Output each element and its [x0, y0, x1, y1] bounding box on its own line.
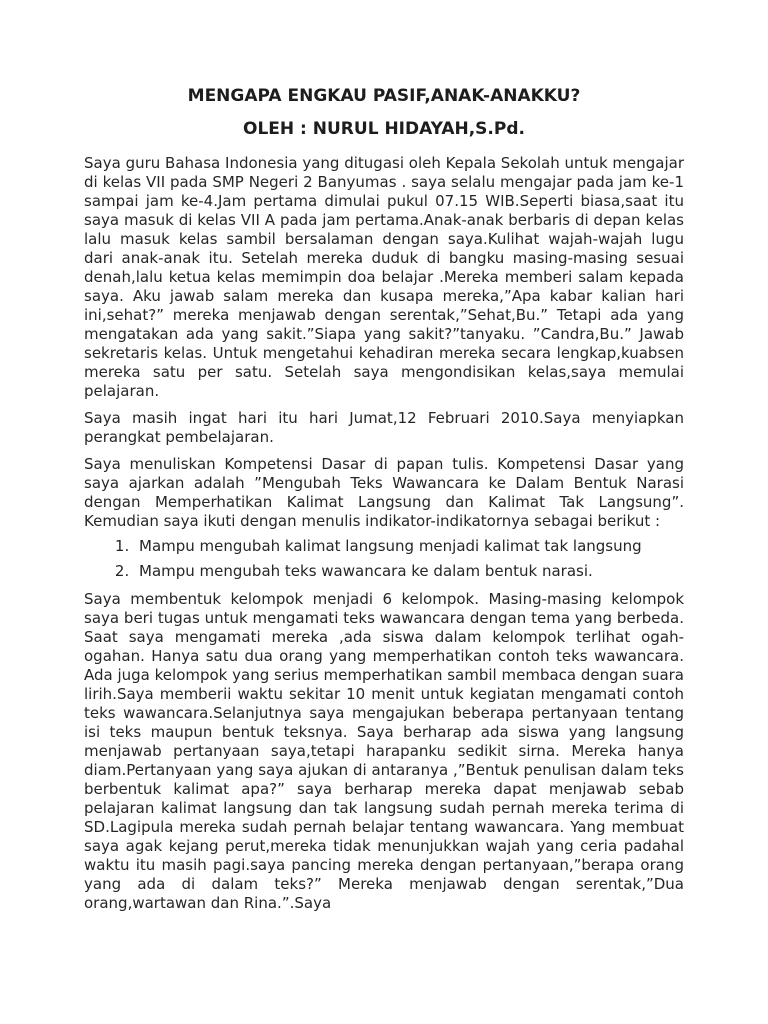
paragraph-intro: Saya guru Bahasa Indonesia yang ditugasi oleh Kepala Sekolah untuk mengajar di kelas VII pada SMP Negeri 2 Banyumas . saya selalu mengajar pada jam ke-1 sampai jam ke-4.Jam pertama dimulai pukul 07.15 WIB.Seperti biasa,saat itu saya masuk di kelas VII A pada jam pertama.Anak-anak berbaris di depan kelas lalu masuk kelas sambil bersalaman dengan saya.Kulihat wajah-wajah lugu dari anak-anak itu. Setelah mereka duduk di bangku masing-masing sesuai denah,lalu ketua kelas memimpin doa belajar .Mereka memberi salam kepada saya. Aku jawab salam mereka dan kusapa mereka,”Apa kabar kalian hari ini,sehat?” mereka menjawab dengan serentak,”Sehat,Bu.” Tetapi ada yang mengatakan ada yang sakit.”Siapa yang sakit?”tanyaku. ”Candra,Bu.” Jawab sekretaris kelas. Untuk mengetahui kehadiran mereka secara lengkap,kuabsen mereka satu per satu. Setelah saya mengondisikan kelas,saya memulai pelajaran.: [84, 154, 684, 400]
indicator-item-2: 2. Mampu mengubah teks wawancara ke dalam bentuk narasi.: [134, 562, 684, 581]
indicator-list: [84, 537, 684, 581]
paragraph-kompetensi: Saya menuliskan Kompetensi Dasar di papan tulis. Kompetensi Dasar yang saya ajarkan adalah ”Mengubah Teks Wawancara ke Dalam Bentuk Narasi dengan Memperhatikan Kalimat Langsung dan Kalimat Tak Langsung”. Kemudian saya ikuti dengan menulis indikator-indikatornya sebagai berikut :: [84, 455, 684, 530]
document-byline: OLEH : NURUL HIDAYAH,S.Pd.: [243, 119, 525, 139]
document-title: MENGAPA ENGKAU PASIF,ANAK-ANAKKU?: [187, 86, 581, 106]
indicator-item-1: 1. Mampu mengubah kalimat langsung menjadi kalimat tak langsung: [134, 537, 684, 556]
paragraph-closing: Saya membentuk kelompok menjadi 6 kelompok. Masing-masing kelompok saya beri tugas untuk mengamati teks wawancara dengan tema yang berbeda. Saat saya mengamati mereka ,ada siswa dalam kelompok terlihat ogah-ogahan. Hanya satu dua orang yang memperhatikan contoh teks wawancara. Ada juga kelompok yang serius memperhatikan sambil membaca dengan suara lirih.Saya memberii waktu sekitar 10 menit untuk kegiatan mengamati contoh teks wawancara.Selanjutnya saya mengajukan beberapa pertanyaan tentang isi teks maupun bentuk teksnya. Saya berharap ada siswa yang langsung menjawab pertanyaan saya,tetapi harapanku sedikit sirna. Mereka hanya diam.Pertanyaan yang saya ajukan di antaranya ,”Bentuk penulisan dalam teks berbentuk kalimat apa?” saya berharap mereka dapat menjawab sebab pelajaran kalimat langsung dan tak langsung sudah pernah mereka terima di SD.Lagipula mereka sudah pernah belajar tentang wawancara. Yang membuat saya agak kejang perut,mereka tidak menunjukkan wajah yang ceria padahal waktu itu masih pagi.saya pancing mereka dengan pertanyaan,”berapa orang yang ada di dalam teks?” Mereka menjawab dengan serentak,”Dua orang,wartawan dan Rina.”.Saya: [84, 590, 684, 912]
paragraph-date: Saya masih ingat hari itu hari Jumat,12 Februari 2010.Saya menyiapkan perangkat pembelajaran.: [84, 409, 684, 446]
